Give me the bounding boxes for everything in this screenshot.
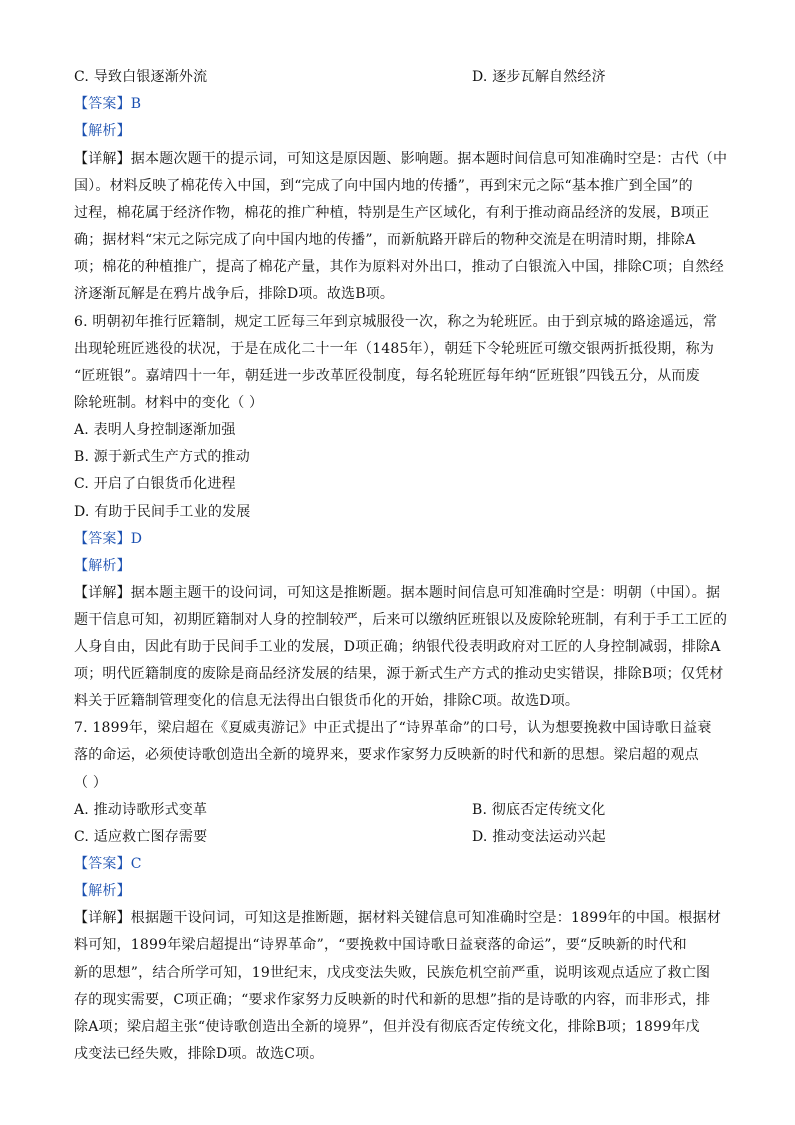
q5-option-d: D. 逐步瓦解自然经济 <box>472 69 606 85</box>
q6-option-b: B. 源于新式生产方式的推动 <box>74 449 250 465</box>
q7-stem-line: 7. 1899年，梁启超在《夏威夷游记》中正式提出了“诗界革命”的口号，认为想要挽救中国诗歌日益衰 <box>74 720 712 736</box>
q6-detail-line: 项；明代匠籍制度的废除是商品经济发展的结果，源于新式生产方式的推动史实错误，排除B项；仅凭材 <box>74 666 724 682</box>
q6-option-a: A. 表明人身控制逐渐加强 <box>74 422 236 438</box>
q7-detail-line: 戌变法已经失败，排除D项。故选C项。 <box>74 1046 324 1062</box>
q6-stem-line: 6. 明朝初年推行匠籍制，规定工匠每三年到京城服役一次，称之为轮班匠。由于到京城的路途遥远，常 <box>74 314 718 330</box>
q7-option-d: D. 推动变法运动兴起 <box>472 829 606 845</box>
q7-detail-line: 存的现实需要，C项正确；“要求作家努力反映新的时代和新的思想”指的是诗歌的内容，而非形式，排 <box>74 992 711 1008</box>
q7-option-a: A. 推动诗歌形式变革 <box>74 802 208 818</box>
q7-detail-line: 新的思想”，结合所学可知，19世纪末，戊戌变法失败，民族危机空前严重，说明该观点适应了救亡图 <box>74 965 711 981</box>
q5-answer: 【答案】B <box>74 96 142 112</box>
q7-stem-line: （ ） <box>74 775 108 791</box>
q5-option-c: C. 导致白银逐渐外流 <box>74 69 208 85</box>
q6-answer: 【答案】D <box>74 531 143 547</box>
q5-detail-line: 确；据材料“宋元之际完成了向中国内地的传播”，而新航路开辟后的物种交流是在明清时期，排除A <box>74 232 696 248</box>
q6-stem-line: 出现轮班匠逃役的状况，于是在成化二十一年（1485年），朝廷下令轮班匠可缴交银两折抵役期，称为 <box>74 341 715 357</box>
q5-analysis-heading: 【解析】 <box>74 123 131 139</box>
q6-option-c: C. 开启了白银货币化进程 <box>74 476 236 492</box>
q7-answer: 【答案】C <box>74 856 142 872</box>
q5-detail-line: 济逐渐瓦解是在鸦片战争后，排除D项。故选B项。 <box>74 286 395 302</box>
q6-analysis-heading: 【解析】 <box>74 558 131 574</box>
q7-analysis-heading: 【解析】 <box>74 883 131 899</box>
q6-detail-line: 【详解】据本题主题干的设问词，可知这是推断题。据本题时间信息可知准确时空是：明朝（中国）。据 <box>74 585 721 601</box>
q6-stem-line: 除轮班制。材料中的变化（ ） <box>74 395 264 411</box>
q6-stem-line: “匠班银”。嘉靖四十一年，朝廷进一步改革匠役制度，每名轮班匠每年纳“匠班银”四钱五分，从而废 <box>74 368 700 384</box>
q5-detail-line: 【详解】据本题次题干的提示词，可知这是原因题、影响题。据本题时间信息可知准确时空是：古代（中 <box>74 151 728 167</box>
q5-options-row <box>74 68 606 86</box>
q7-option-b: B. 彻底否定传统文化 <box>472 802 606 818</box>
q7-option-c: C. 适应救亡图存需要 <box>74 829 208 845</box>
q6-detail-line: 料关于匠籍制管理变化的信息无法得出白银货币化的开始，排除C项。故选D项。 <box>74 693 580 709</box>
q5-detail-line: 国）。材料反映了棉花传入中国，到“完成了向中国内地的传播”，再到宋元之际“基本推广到全国”的 <box>74 178 693 194</box>
q7-options-row <box>74 801 606 819</box>
q7-detail-line: 【详解】根据题干设问词，可知这是推断题，据材料关键信息可知准确时空是：1899年的中国。根据材 <box>74 910 722 926</box>
q5-detail-line: 项；棉花的种植推广，提高了棉花产量，其作为原料对外出口，推动了白银流入中国，排除C项；自然经 <box>74 259 724 275</box>
q7-options-row <box>74 828 606 846</box>
q7-detail-line: 除A项；梁启超主张“使诗歌创造出全新的境界”，但并没有彻底否定传统文化，排除B项；1899年戊 <box>74 1019 700 1035</box>
q7-stem-line: 落的命运，必须使诗歌创造出全新的境界来，要求作家努力反映新的时代和新的思想。梁启超的观点 <box>74 747 699 763</box>
q6-option-d: D. 有助于民间手工业的发展 <box>74 504 251 520</box>
q6-detail-line: 人身自由，因此有助于民间手工业的发展，D项正确；纳银代役表明政府对工匠的人身控制减弱，排除A <box>74 639 721 655</box>
q5-detail-line: 过程，棉花属于经济作物，棉花的推广种植，特别是生产区域化，有利于推动商品经济的发展，B项正 <box>74 205 710 221</box>
q7-detail-line: 料可知，1899年梁启超提出“诗界革命”，“要挽救中国诗歌日益衰落的命运”，要“反映新的时代和 <box>74 937 687 953</box>
q6-detail-line: 题干信息可知，初期匠籍制对人身的控制较严，后来可以缴纳匠班银以及废除轮班制，有利于手工工匠的 <box>74 612 728 628</box>
